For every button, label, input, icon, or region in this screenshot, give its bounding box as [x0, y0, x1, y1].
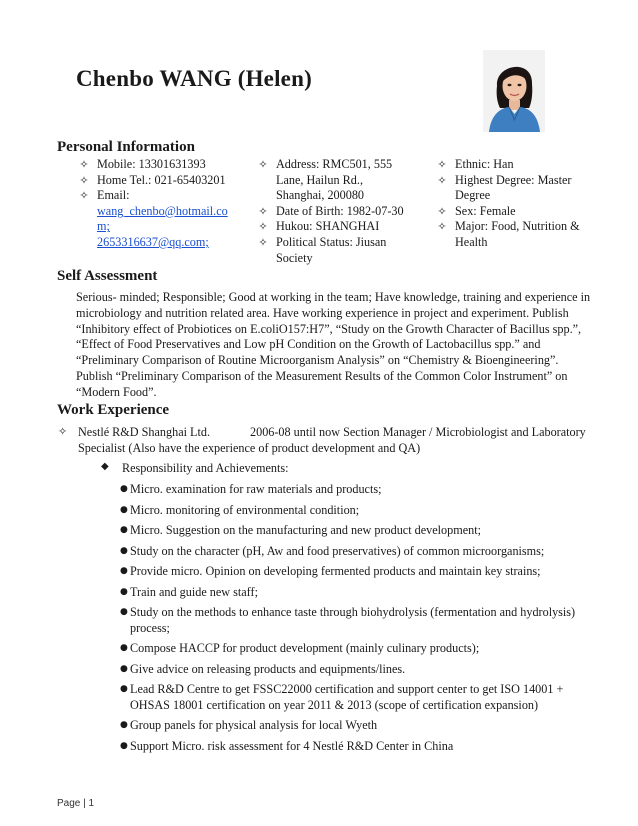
list-item: ● Group panels for physical analysis for local Wyeth	[120, 718, 378, 732]
list-item: ● Lead R&D Centre to get FSSC22000 certification and support center to get ISO 14001 + OHSAS 18001 certification on year 2011 & 2013 (scope of certification expansion)	[120, 682, 564, 712]
round-bullet-icon: ●	[120, 643, 128, 653]
round-bullet-icon: ●	[120, 484, 128, 494]
personal-info-column-1	[77, 157, 247, 251]
star-bullet-icon: ✧	[258, 220, 268, 234]
round-bullet-icon: ●	[120, 545, 128, 556]
round-bullet-icon: ●	[120, 525, 128, 535]
info-date-of-birth: ✧ Date of Birth: 1982-07-30	[256, 204, 426, 220]
list-item: ● Provide micro. Opinion on developing fermented products and maintain key strains;	[120, 564, 541, 578]
email-link-hotmail-cont[interactable]: m;	[97, 219, 110, 234]
list-item: ● Micro. examination for raw materials and products;	[120, 482, 382, 496]
email-link-qq[interactable]: 2653316637@qq.com;	[97, 234, 209, 249]
list-item: ● Study on the methods to enhance taste through biohydrolysis (fermentation and hydrolysis) process;	[120, 605, 576, 635]
star-bullet-icon: ✧	[437, 220, 447, 234]
diamond-bullet-icon: ◆	[101, 461, 109, 472]
star-bullet-icon: ✧	[79, 158, 89, 171]
star-bullet-icon: ✧	[79, 173, 89, 187]
list-item: ● Study on the character (pH, Aw and food preservatives) of common microorganisms;	[120, 543, 545, 558]
info-home-tel: ✧ Home Tel.: 021-65403201	[77, 173, 247, 189]
star-bullet-icon: ✧	[258, 204, 268, 218]
info-major: ✧ Major: Food, Nutrition & Health	[435, 219, 605, 250]
round-bullet-icon: ●	[120, 740, 128, 751]
responsibility-list	[120, 482, 590, 759]
list-item: ● Give advice on releasing products and equipments/lines.	[120, 661, 406, 676]
info-ethnic: ✧ Ethnic: Han	[435, 157, 605, 173]
round-bullet-icon: ●	[120, 720, 128, 730]
round-bullet-icon: ●	[120, 586, 128, 597]
star-bullet-icon: ✧	[437, 173, 447, 187]
round-bullet-icon: ●	[120, 566, 128, 576]
section-personal-information: Personal Information	[57, 139, 195, 155]
resume-page: Chenbo WANG (Helen) Personal Information ✧ Mobile: 13301631393 ✧ Home Tel.: 021-65403201 ✧ Email: wang_chenbo@hotmail.co m; 2653316637@qq.com; ✧ Address: RMC501, 555 Lane, Hailun Rd., Shanghai, 200080 ✧ Date of Birth: 1982-07-30 ✧ Hukou: SHANGHAI ✧ Political Status: Jiusan Society ✧ Ethnic: Han ✧ Highest Degree: Master Degree ✧ Sex: Female ✧ Major: Food, Nutrition & Health Self Assessment Serious- minded; Responsible; Good at working in the team; Have knowledge, training and experience in microbiology and nutrition related area. Have working experience in project and experiment. Publish “Inhibitory effect of Probiotices on E.coliO157:H7”, “Study on the Growth Character of Bacillus spp.”, “Effect of Food Preservatives and Low pH Condition on the Growth of Lactobacillus spp.” and “Preliminary Comparison of Routine Microorganism Analysis” on “Chemistry & Bioengineering”. Publish “Preliminary Comparison of the Measurement Results of the Common Color Instrument” on “Modern Food”. Work Experience ✧ Nestlé R&D Shanghai Ltd. 2006-08 until now Section Manager / Microbiologist and Laboratory Specialist (Also have the experience of product development and QA) ◆ Responsibility and Achievements: ● Micro. examination for raw materials and products; ● Micro. monitoring of environmental condition; ● Micro. Suggestion on the manufacturing and new product development; ● Study on the character (pH, Aw and food preservatives) of common microorganisms; ● Provide micro. Opinion on developing fermented products and maintain key strains; ● Train and guide new staff; ● Study on the methods to enhance taste through biohydrolysis (fermentation and hydrolysis) process; ● Compose HACCP for product development (mainly culinary products); ● Give advice on releasing products and equipments/lines. ● Lead R&D Centre to get FSSC22000 certification and support center to get ISO 14001 + OHSAS 18001 certification on year 2011 & 2013 (scope of certification expansion) ● Group panels for physical analysis for local Wyeth ● Support Micro. risk assessment for 4 Nestlé R&D Center in China Page | 1	[0, 0, 638, 826]
list-item: ● Compose HACCP for product development (mainly culinary products);	[120, 641, 480, 655]
star-bullet-icon: ✧	[79, 189, 89, 203]
round-bullet-icon: ●	[120, 504, 128, 515]
star-bullet-icon: ✧	[258, 235, 268, 249]
round-bullet-icon: ●	[120, 607, 128, 617]
info-sex: ✧ Sex: Female	[435, 204, 605, 220]
personal-info-column-2	[256, 157, 426, 266]
work-note: Specialist (Also have the experience of product development and QA)	[78, 441, 421, 455]
list-item: ● Train and guide new staff;	[120, 584, 258, 599]
star-bullet-icon: ✧	[437, 158, 447, 171]
info-hukou: ✧ Hukou: SHANGHAI	[256, 219, 426, 235]
email-link-hotmail[interactable]: wang_chenbo@hotmail.co	[97, 203, 228, 218]
section-self-assessment: Self Assessment	[57, 268, 158, 284]
star-bullet-icon: ✧	[58, 425, 68, 438]
work-period-title: 2006-08 until now Section Manager / Microbiologist and Laboratory	[250, 425, 586, 439]
info-email: ✧ Email: wang_chenbo@hotmail.co m; 2653316637@qq.com;	[77, 188, 247, 250]
star-bullet-icon: ✧	[258, 158, 268, 171]
list-item: ● Micro. Suggestion on the manufacturing and new product development;	[120, 523, 481, 537]
section-work-experience: Work Experience	[57, 402, 170, 418]
self-assessment-paragraph: Serious- minded; Responsible; Good at working in the team; Have knowledge, training and experience in microbiology and nutrition related area. Have working experience in project and experiment. Publish “Inhibitory effect of Probiotices on E.coliO157:H7”, “Study on the Growth Character of Bacillus spp.”, “Effect of Food Preservatives and Low pH Condition on the Growth of Lactobacillus spp.” and “Preliminary Comparison of Routine Microorganism Analysis” on “Chemistry & Bioengineering”. Publish “Preliminary Comparison of the Measurement Results of the Common Color Instrument” on “Modern Food”.	[76, 290, 591, 399]
round-bullet-icon: ●	[120, 684, 128, 694]
star-bullet-icon: ✧	[437, 204, 447, 218]
page-footer: Page | 1	[57, 798, 95, 809]
personal-info-column-3	[435, 157, 605, 251]
work-company: Nestlé R&D Shanghai Ltd.	[78, 425, 211, 439]
candidate-name: Chenbo WANG (Helen)	[76, 66, 312, 91]
list-item: ● Support Micro. risk assessment for 4 Nestlé R&D Center in China	[120, 738, 454, 753]
round-bullet-icon: ●	[120, 663, 128, 674]
profile-photo	[483, 50, 545, 132]
info-address: ✧ Address: RMC501, 555 Lane, Hailun Rd., Shanghai, 200080	[256, 157, 426, 204]
info-political-status: ✧ Political Status: Jiusan Society	[256, 235, 426, 266]
info-highest-degree: ✧ Highest Degree: Master Degree	[435, 173, 605, 204]
info-mobile: ✧ Mobile: 13301631393	[77, 157, 247, 173]
list-item: ● Micro. monitoring of environmental condition;	[120, 502, 360, 517]
